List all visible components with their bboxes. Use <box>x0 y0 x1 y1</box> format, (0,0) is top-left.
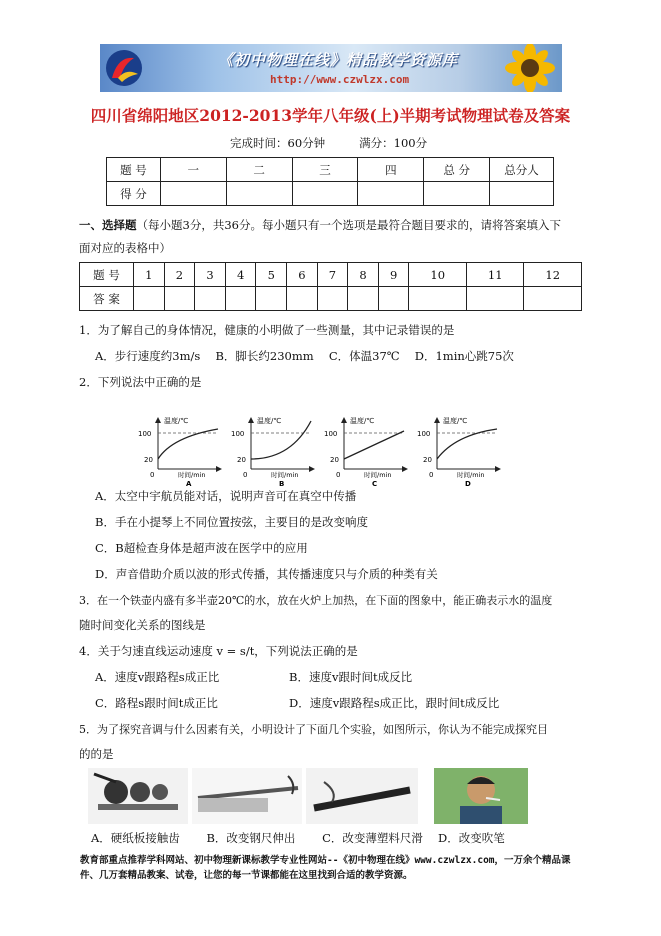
table-cell: 题 号 <box>107 158 161 182</box>
score-cell[interactable] <box>424 182 490 206</box>
answer-cell[interactable] <box>466 287 523 311</box>
table-cell: 四 <box>358 158 424 182</box>
axis-label: 温度/℃ <box>443 417 468 425</box>
axis-label: 温度/℃ <box>257 417 282 425</box>
question-2: 2．下列说法中正确的是 <box>79 375 202 389</box>
table-cell: 5 <box>256 263 287 287</box>
axis-label: 时间/min <box>457 471 485 479</box>
steel-ruler-illustration <box>192 768 302 824</box>
section-heading <box>79 217 561 233</box>
question-2-option-c: C．B超检查身体是超声波在医学中的应用 <box>95 541 308 555</box>
graph-d <box>417 416 501 487</box>
graph-label: C <box>372 480 378 487</box>
section-title: 一、选择题 <box>79 218 137 232</box>
tick-label: 100 <box>324 430 338 438</box>
table-row <box>107 182 554 206</box>
tick-label: 20 <box>237 456 246 464</box>
table-row <box>80 287 582 311</box>
exam-meta <box>230 135 461 151</box>
tick-label: 100 <box>138 430 152 438</box>
answer-table <box>79 262 582 311</box>
table-cell: 3 <box>195 263 226 287</box>
question-3: 3．在一个铁壶内盛有多半壶20℃的水，放在火炉上加热，在下面的图象中，能正确表示水的温度 <box>79 594 553 607</box>
answer-cell[interactable] <box>134 287 165 311</box>
table-cell: 11 <box>466 263 523 287</box>
axis-label: 温度/℃ <box>164 417 189 425</box>
answer-cell[interactable] <box>256 287 287 311</box>
question-2-option-b: B．手在小提琴上不同位置按弦，主要目的是改变响度 <box>95 515 368 529</box>
answer-cell[interactable] <box>524 287 582 311</box>
table-cell: 得 分 <box>107 182 161 206</box>
answer-cell[interactable] <box>195 287 226 311</box>
table-row <box>80 263 582 287</box>
graph-label: D <box>465 480 471 487</box>
tick-label: 0 <box>429 471 434 479</box>
score-cell[interactable] <box>160 182 226 206</box>
section-desc-cont: 面对应的表格中） <box>79 241 171 255</box>
table-cell: 题 号 <box>80 263 134 287</box>
sunflower-icon <box>492 44 562 92</box>
table-cell: 6 <box>287 263 318 287</box>
question-1-options: A．步行速度约3m/s B．脚长约230mm C．体温37℃ D．1min心跳75次 <box>95 349 514 363</box>
question-4-option-c: C．路程s跟时间t成正比 <box>95 696 218 710</box>
exam-score: 满分：100分 <box>359 136 428 150</box>
table-cell: 三 <box>292 158 358 182</box>
answer-cell[interactable] <box>409 287 466 311</box>
footer-line-2: 件、几万套精品教案、试卷，让您的每一节课都能在这里找到合适的教学资源。 <box>80 870 413 881</box>
table-cell: 2 <box>164 263 195 287</box>
score-cell[interactable] <box>292 182 358 206</box>
gear-card-illustration <box>88 768 188 824</box>
question-4-option-a: A．速度v跟路程s成正比 <box>95 670 220 684</box>
footer-line-1: 教育部重点推荐学科网站、初中物理新课标教学专业性网站--《初中物理在线》www.czwlzx.com，一万余个精品课 <box>80 855 571 866</box>
axis-label: 时间/min <box>364 471 392 479</box>
question-1: 1．为了解自己的身体情况，健康的小明做了一些测量，其中记录错误的是 <box>79 323 455 337</box>
score-table <box>106 157 554 206</box>
answer-cell[interactable] <box>225 287 256 311</box>
question-5-cont: 的的是 <box>79 747 114 761</box>
tick-label: 0 <box>150 471 155 479</box>
answer-cell[interactable] <box>164 287 195 311</box>
question-3-cont: 随时间变化关系的图线是 <box>79 618 206 632</box>
table-cell: 7 <box>317 263 348 287</box>
tick-label: 0 <box>243 471 248 479</box>
table-cell: 一 <box>160 158 226 182</box>
table-cell: 9 <box>378 263 409 287</box>
table-cell: 总分人 <box>490 158 554 182</box>
page-title: 四川省绵阳地区2012-2013学年八年级(上)半期考试物理试卷及答案 <box>90 106 571 125</box>
banner-url[interactable]: http://www.czwlzx.com <box>270 73 410 86</box>
table-cell: 答 案 <box>80 287 134 311</box>
axis-label: 温度/℃ <box>350 417 375 425</box>
table-cell: 二 <box>226 158 292 182</box>
site-logo-icon <box>104 48 144 88</box>
graph-c <box>324 416 408 487</box>
tick-label: 20 <box>144 456 153 464</box>
tick-label: 100 <box>417 430 431 438</box>
table-cell: 总 分 <box>424 158 490 182</box>
question-4: 4．关于匀速直线运动速度 v = s/t，下列说法正确的是 <box>79 644 358 658</box>
table-cell: 4 <box>225 263 256 287</box>
score-cell[interactable] <box>490 182 554 206</box>
graph-a <box>138 416 222 487</box>
question-5-options: A．硬纸板接触齿 B．改变钢尺伸出 C．改变薄塑料尺滑 D．改变吹笔 <box>91 831 505 845</box>
table-row <box>107 158 554 182</box>
banner-title: 《初中物理在线》精品教学资源库 <box>218 51 459 69</box>
table-cell: 1 <box>134 263 165 287</box>
axis-label: 时间/min <box>271 471 299 479</box>
graph-label: B <box>279 480 285 487</box>
boy-blowing-pen-photo <box>434 768 528 824</box>
graph-label: A <box>186 480 192 487</box>
graph-b <box>231 416 315 487</box>
question-2-option-a: A．太空中宇航员能对话，说明声音可在真空中传播 <box>95 489 357 503</box>
exam-time: 完成时间：60分钟 <box>230 136 326 150</box>
temperature-graphs <box>128 415 508 487</box>
question-4-option-b: B．速度v跟时间t成反比 <box>289 670 413 684</box>
table-cell: 10 <box>409 263 466 287</box>
page-footer <box>80 853 600 883</box>
table-cell: 8 <box>348 263 379 287</box>
comb-illustration <box>306 768 418 824</box>
site-banner <box>100 44 562 92</box>
tick-label: 0 <box>336 471 341 479</box>
answer-cell[interactable] <box>378 287 409 311</box>
table-cell: 12 <box>524 263 582 287</box>
tick-label: 100 <box>231 430 245 438</box>
axis-label: 时间/min <box>178 471 206 479</box>
score-cell[interactable] <box>226 182 292 206</box>
experiment-illustrations <box>88 768 528 824</box>
answer-cell[interactable] <box>287 287 318 311</box>
question-5: 5．为了探究音调与什么因素有关，小明设计了下面几个实验，如图所示，你认为不能完成探究目 <box>79 723 548 736</box>
question-2-option-d: D．声音借助介质以波的形式传播，其传播速度只与介质的种类有关 <box>95 567 438 581</box>
tick-label: 20 <box>330 456 339 464</box>
question-4-option-d: D．速度v跟路程s成正比，跟时间t成反比 <box>289 696 500 710</box>
score-cell[interactable] <box>358 182 424 206</box>
answer-cell[interactable] <box>317 287 348 311</box>
section-desc: （每小题3分，共36分。每小题只有一个选项是最符合题目要求的，请将答案填入下 <box>136 218 561 232</box>
tick-label: 20 <box>423 456 432 464</box>
answer-cell[interactable] <box>348 287 379 311</box>
